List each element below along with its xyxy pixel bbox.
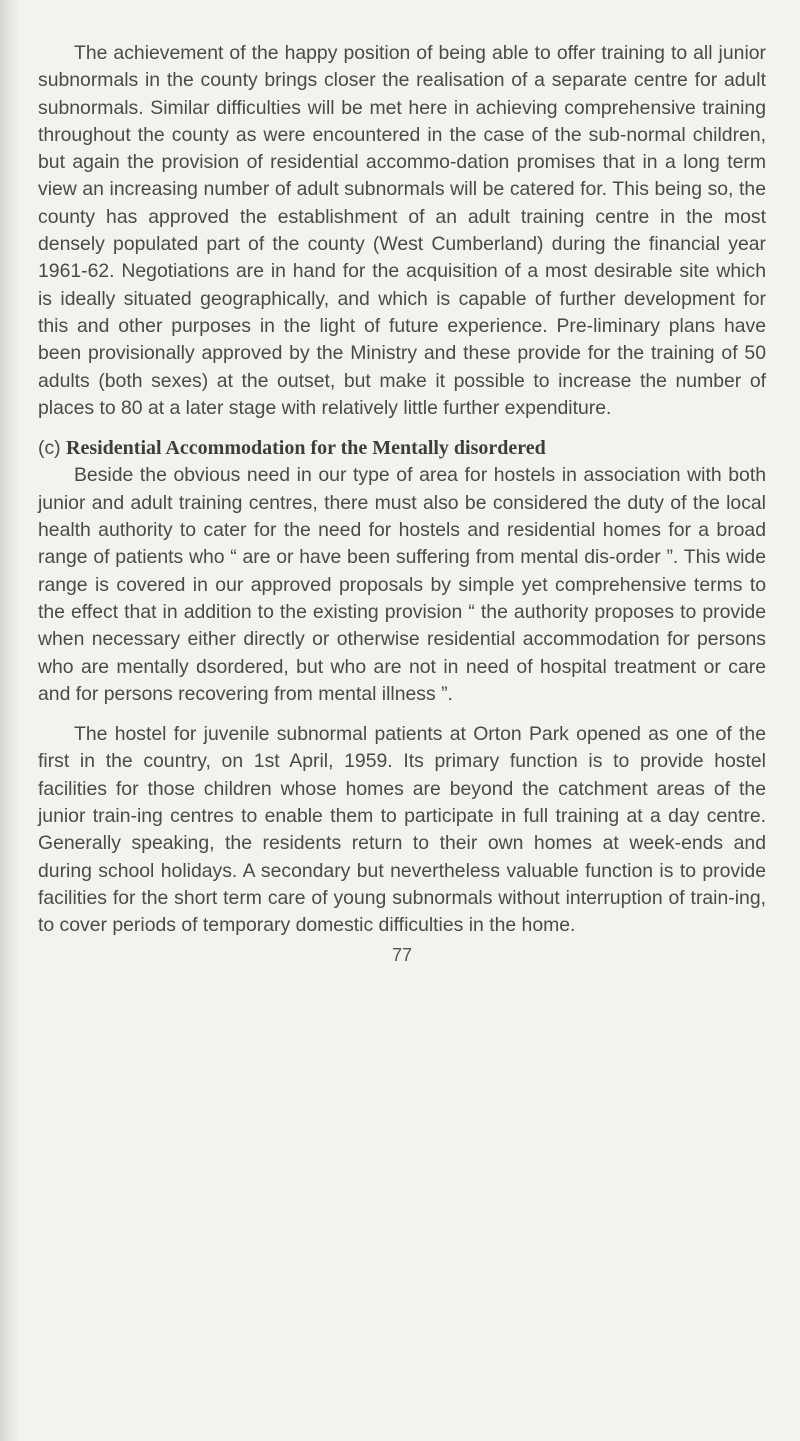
paragraph-residential-accommodation: Beside the obvious need in our type of area for hostels in association with both junior and adult training centres, there must also be considered the duty of the local health authority to cater for the need for hostels and residential homes for a broad range of patients who “ are or have been suffering from mental dis-order ”. This wide range is covered in our approved proposals by simple yet comprehensive terms to the effect that in addition to the existing provision “ the authority proposes to provide when necessary either directly or otherwise residential accommodation for persons who are mentally dsordered, but who are not in need of hospital treatment or care and for persons recovering from mental illness ”. [38, 464, 766, 705]
section-c-label: (c) [38, 437, 61, 460]
page-edge-shadow [0, 0, 20, 1441]
document-page [38, 40, 766, 969]
section-c-heading [38, 435, 766, 462]
section-c-title: Residential Accommodation for the Mentally disordered [66, 437, 546, 460]
paragraph-adult-training-centre: The achievement of the happy position of being able to offer training to all junior subnormals in the county brings closer the realisation of a separate centre for adult subnormals. Similar difficulties will be met here in achieving comprehensive training throughout the county as were encountered in the case of the sub-normal children, but again the provision of residential accommo-dation promises that in a long term view an increasing number of adult subnormals will be catered for. This being so, the county has approved the establishment of an adult training centre in the most densely populated part of the county (West Cumberland) during the financial year 1961-62. Negotiations are in hand for the acquisition of a most desirable site which is ideally situated geographically, and which is capable of further development for this and other purposes in the light of future experience. Pre-liminary plans have been provisionally approved by the Ministry and these provide for the training of 50 adults (both sexes) at the outset, but make it possible to increase the number of places to 80 at a later stage with relatively little further expenditure. [38, 42, 766, 419]
page-number: 77 [391, 944, 413, 965]
paragraph-orton-park-hostel: The hostel for juvenile subnormal patients at Orton Park opened as one of the first in the country, on 1st April, 1959. Its primary function is to provide hostel facilities for those children whose homes are beyond the catchment areas of the junior train-ing centres to enable them to participate in full training at a day centre. Generally speaking, the residents return to their own homes at week-ends and during school holidays. A secondary but nevertheless valuable function is to provide facilities for the short term care of young subnormals without interruption of train-ing, to cover periods of temporary domestic difficulties in the home. [38, 723, 766, 937]
